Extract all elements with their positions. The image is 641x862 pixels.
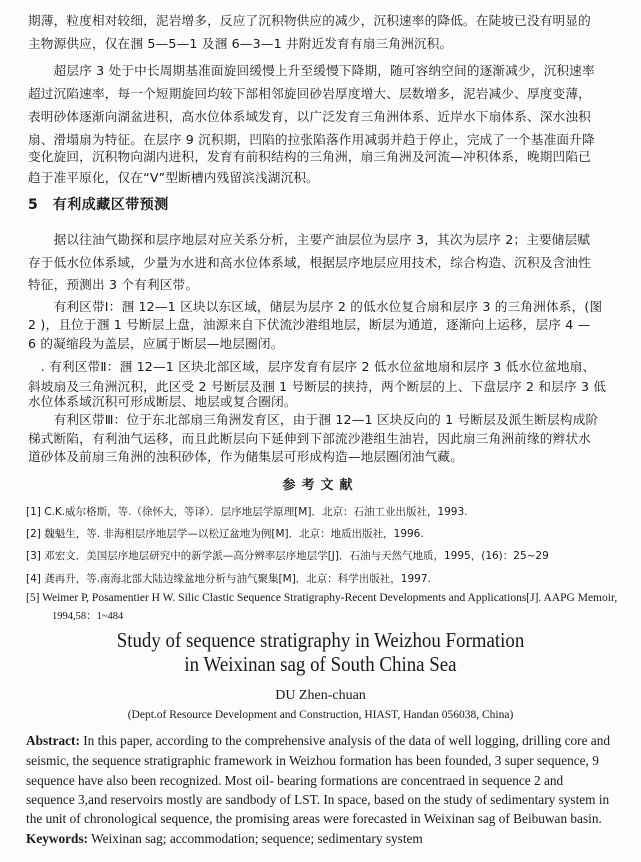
body-line: 斜坡扇及三角洲沉积，此区受 2 号断层及涠 1 号断层的挟持，两个断层的上、下盘层序 2 和层序 3 低 <box>28 379 607 394</box>
abstract-line: the unit of chronological sequence, the promising areas were forecasted in Weixinan sag of Beibuwan basin. <box>26 811 602 826</box>
abstract-line: sequence 3,and reservoirs mostly are sandbody of LST. In space, based on the study of sedimentary system in <box>26 792 610 807</box>
body-line: 变化旋回，沉积物向湖内进积，发育有前积结构的三角洲，扇三角洲及河流—冲积体系，晚期凹陷已 <box>28 149 591 164</box>
reference-item: [3] 邓宏文．美国层序地层研究中的新学派—高分辨率层序地层学[J]．石油与天然气地质，1995，(16)：25~29 <box>26 550 549 562</box>
author: DU Zhen-chuan <box>275 688 366 703</box>
body-line: 表明砂体逐渐向湖盆进积，高水位体系域发育，以广泛发育三角洲体系、近岸水下扇体系、深水浊积 <box>28 109 591 124</box>
reference-item: [4] 龚再升，等.南海北部大陆边缘盆地分析与油气聚集[M]．北京：科学出版社，1997. <box>26 573 431 585</box>
english-title-line-2: in Weixinan sag of South China Sea <box>184 652 457 676</box>
abstract-label: Abstract: <box>26 733 80 748</box>
keywords-label: Keywords: <box>26 831 89 846</box>
body-line: . 有利区带Ⅱ：涠 12—1 区块北部区域，层序发育有层序 2 低水位盆地扇和层序 3 低水位盆地扇、 <box>28 359 596 374</box>
body-line: 有利区带Ⅲ：位于东北部扇三角洲发育区，由于涠 12—1 区块反向的 1 号断层及派生断层构成阶 <box>28 412 599 427</box>
reference-item: [5] Weimer P, Posamentier H W. Silic Clastic Sequence Stratigraphy-Recent Developments and Applications[J]. AAPG Memoir, <box>26 592 618 604</box>
reference-item-continuation: 1994,58：1~484 <box>52 611 124 622</box>
body-line: 主物源供应，仅在涠 5—5—1 及涠 6—3—1 井附近发育有扇三角洲沉积。 <box>28 36 453 51</box>
english-title-line-1: Study of sequence stratigraphy in Weizhou Formation <box>116 628 525 652</box>
keywords: Weixinan sag; accommodation; sequence; sedimentary system <box>88 831 423 846</box>
abstract-line: In this paper, according to the comprehensive analysis of the data of well logging, drilling core and <box>79 733 610 748</box>
body-line: 6 的凝缩段为盖层，应属于断层—地层圈闭。 <box>28 336 284 351</box>
body-line: 趋于准平原化，仅在“V”型断槽内残留滨浅湖沉积。 <box>28 170 319 185</box>
section-heading: 5 有利成藏区带预测 <box>28 197 169 213</box>
body-line: 特征，预测出 3 个有利区带。 <box>28 277 199 292</box>
body-line: 有利区带Ⅰ：涠 12—1 区块以东区域，储层为层序 2 的低水位复合扇和层序 3 的三角洲体系，(图 <box>28 299 603 314</box>
abstract-line: seismic, the sequence stratigraphic framework in Weizhou formation has been founded, 3 super sequence, 9 <box>26 753 599 768</box>
body-line: 梯式断陷，有利油气运移，而且此断层向下延伸到下部流沙港组生油岩，因此扇三角洲前缘的辫状水 <box>28 431 591 446</box>
reference-item: [2] 魏魁生，等. 非海相层序地层学—以松辽盆地为例[M]．北京：地质出版社，1996. <box>26 528 424 540</box>
body-line: 扇、滑塌扇为特征。在层序 9 沉积期，凹陷的拉张陷落作用减弱并趋于停止，完成了一个基准面升降 <box>28 132 595 147</box>
body-line: 道砂体及前扇三角洲的浊积砂体，作为储集层可形成构造—地层圈闭油气藏。 <box>28 449 463 464</box>
reference-item: [1] C.K.威尔格斯，等.（徐怀大，等译）．层序地层学原理[M]．北京：石油工业出版社，1993. <box>26 506 468 518</box>
body-line: 存于低水位体系域，少量为水进和高水位体系域，根据层序地层应用技术，综合构造、沉积及含油性 <box>28 255 591 270</box>
body-line: 据以往油气勘探和层序地层对应关系分析，主要产油层位为层序 3，其次为层序 2；主要储层赋 <box>28 232 591 247</box>
affiliation: (Dept.of Resource Development and Construction, HIAST, Handan 056038, China) <box>127 709 514 721</box>
references-title: 参考文献 <box>282 478 359 493</box>
body-line: 超过沉陷速率，每一个短期旋回均较下部相邻旋回砂岩厚度增大、层数增多，泥岩减少、厚度变薄， <box>28 86 591 101</box>
body-line: 2 )，且位于涠 1 号断层上盘，油源来自下伏流沙港组地层，断层为通道，逐渐向上运移，层序 4 — <box>28 317 591 332</box>
abstract-line: sequence have also been recognized. Most oil- bearing formations are concentraed in sequence 2 and <box>26 773 564 788</box>
body-line: 水位体系域沉积可形成断层、地层或复合圈闭。 <box>28 394 297 409</box>
body-line: 期薄，粒度相对较细，泥岩增多，反应了沉积物供应的减少，沉积速率的降低。在陡坡已没有明显的 <box>28 13 591 28</box>
body-line: 超层序 3 处于中长周期基准面旋回缓慢上升至缓慢下降期，随可容纳空间的逐渐减少，沉积速率 <box>28 63 595 78</box>
